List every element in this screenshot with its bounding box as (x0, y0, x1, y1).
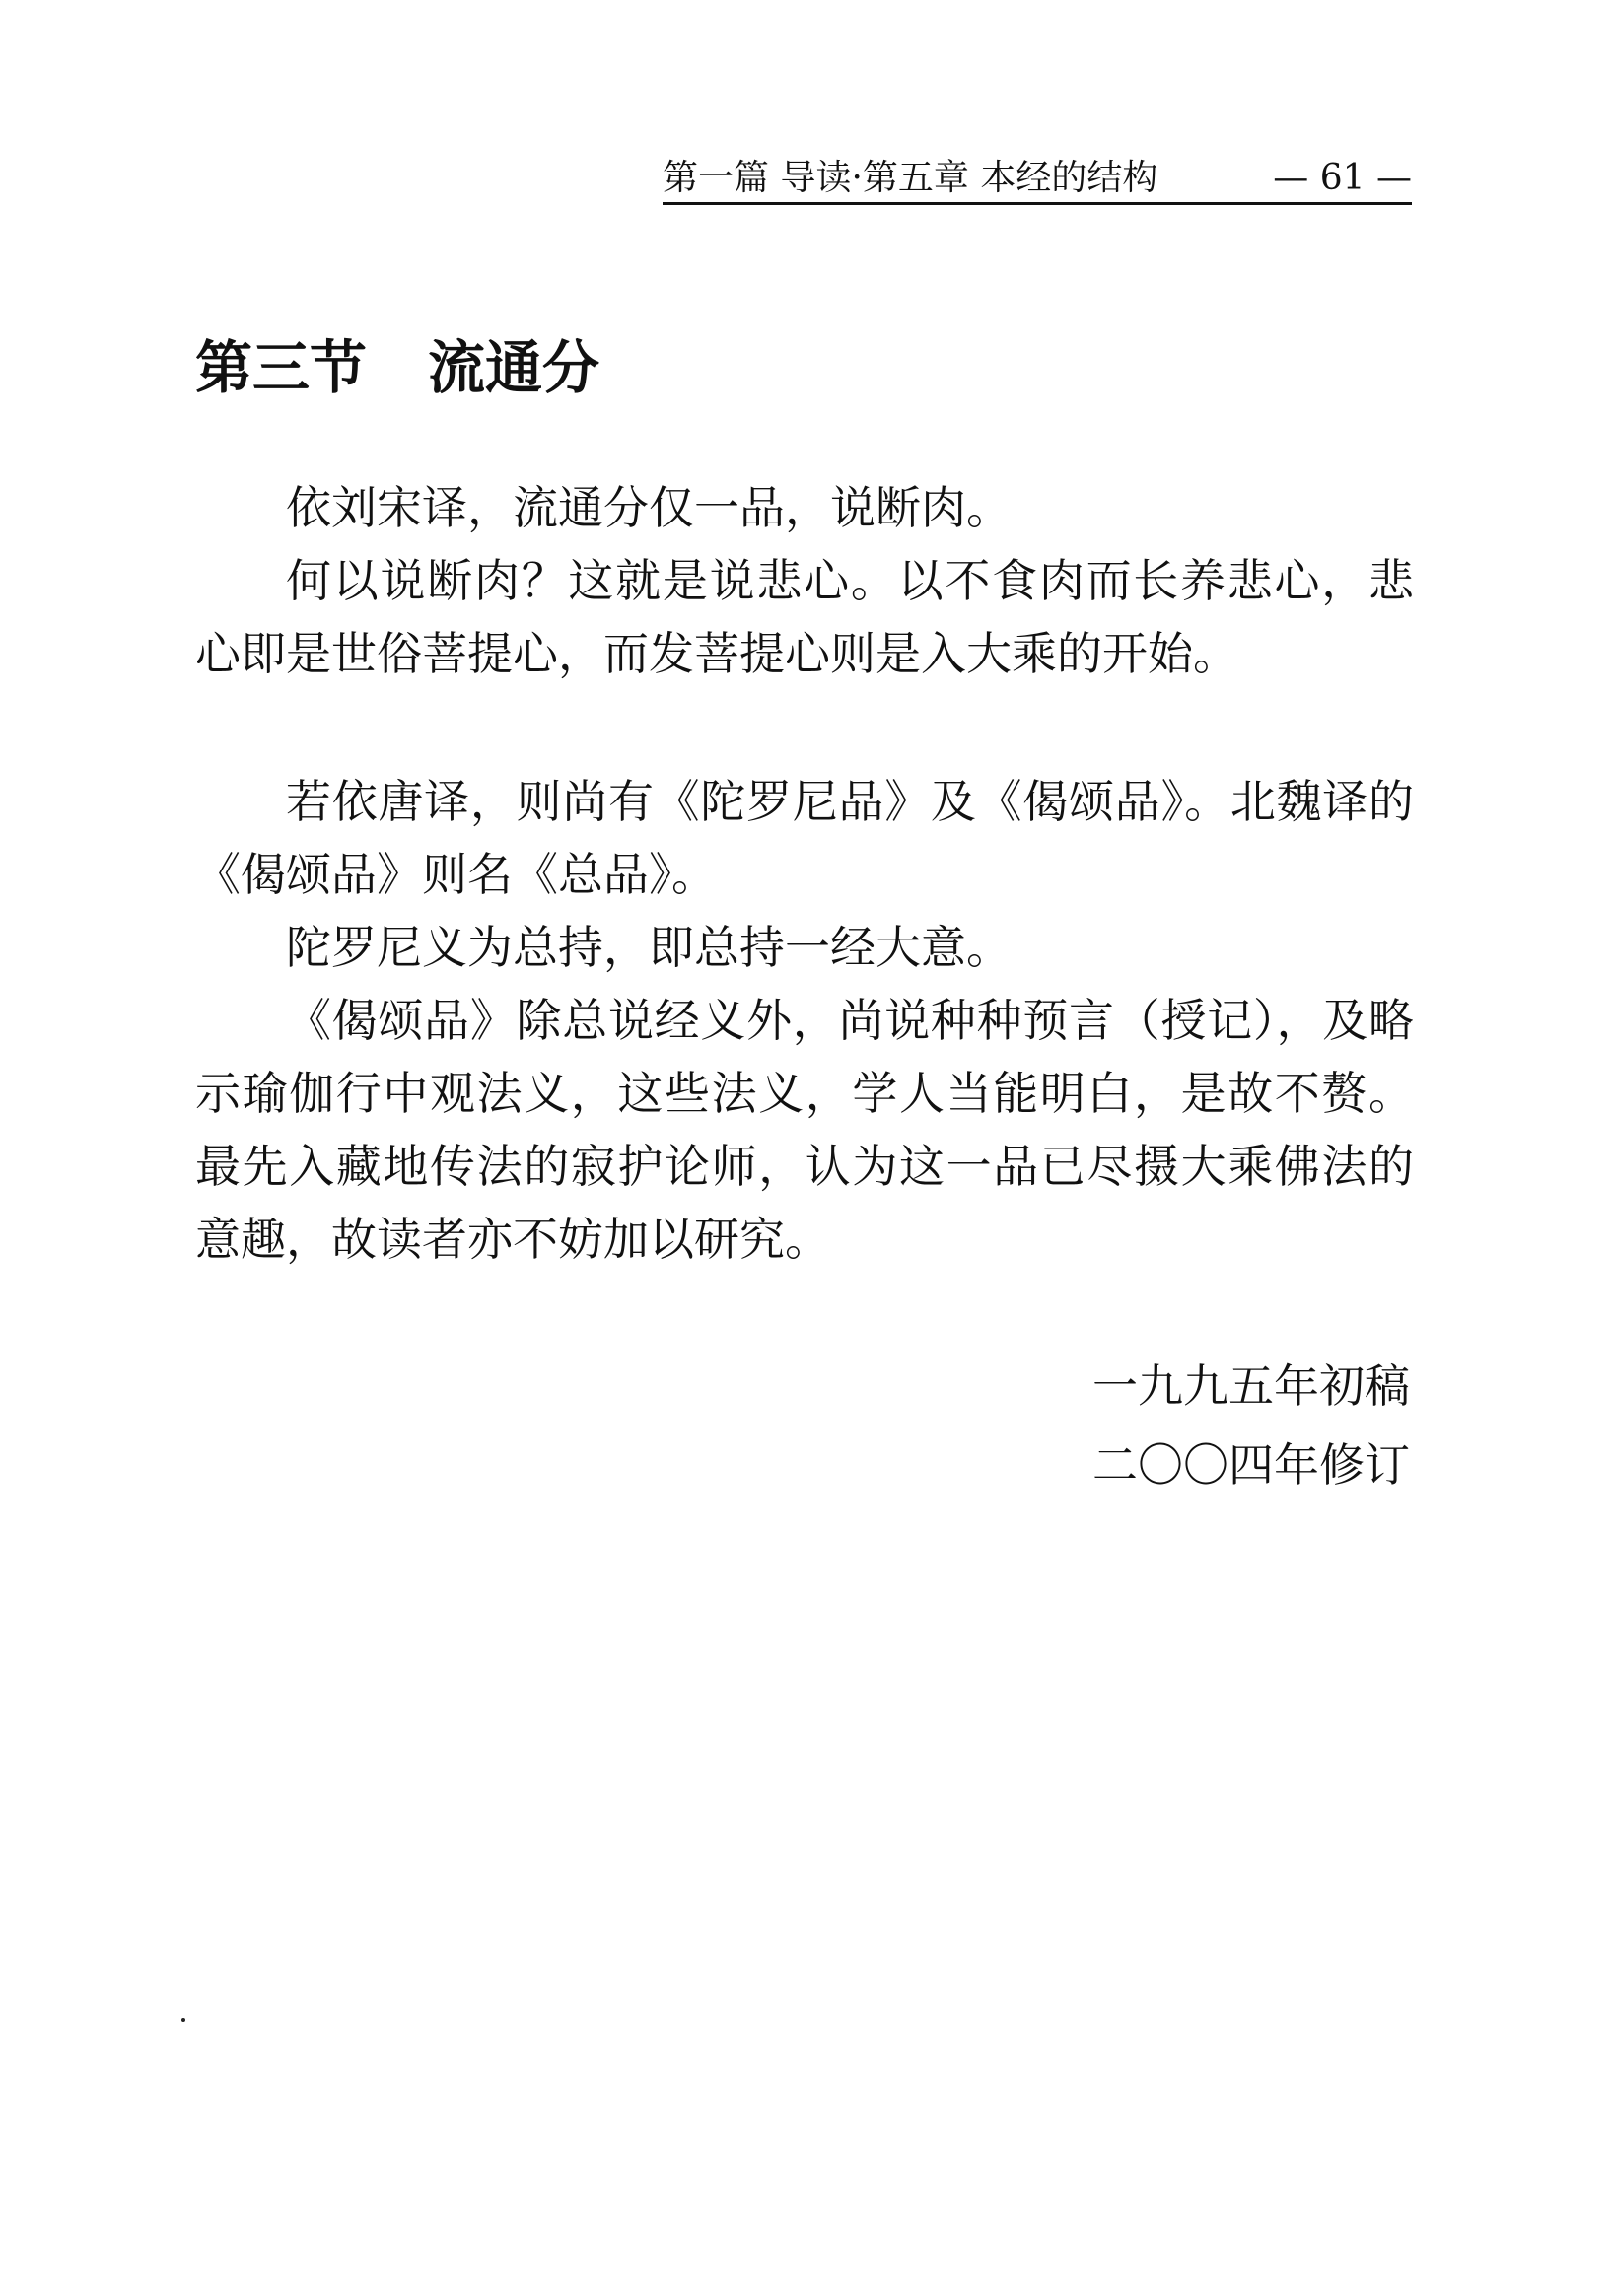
section-number: 第三节 (195, 334, 368, 401)
page-number: — 61 — (1273, 158, 1412, 198)
scan-speck (181, 2018, 185, 2022)
paragraph: 《偈颂品》除总说经义外，尚说种种预言（授记），及略示瑜伽行中观法义，这些法义，学人当能明白，是故不赘。最先入藏地传法的寂护论师，认为这一品已尽摄大乘佛法的意趣，故读者亦不妨加以研究。 (195, 994, 1414, 1266)
paragraph: 陀罗尼义为总持，即总持一经大意。 (286, 921, 1012, 974)
section-heading (195, 333, 599, 402)
body-text (195, 471, 1414, 1276)
paragraph: 依刘宋译，流通分仅一品，说断肉。 (286, 481, 1012, 534)
section-title: 流通分 (428, 334, 600, 401)
header-title: 第一篇 导读·第五章 本经的结构 (663, 158, 1158, 198)
paragraph-gap (195, 690, 1414, 765)
draft-date: 一九九五年初稿 (1092, 1359, 1410, 1413)
paragraph: 何以说断肉？这就是说悲心。以不食肉而长养悲心，悲心即是世俗菩提心，而发菩提心则是入大乘的开始。 (195, 554, 1414, 680)
revision-date: 二〇〇四年修订 (1092, 1438, 1410, 1492)
signature-block (1092, 1347, 1410, 1504)
header-rule (663, 202, 1412, 205)
running-header (663, 156, 1412, 201)
paragraph: 若依唐译，则尚有《陀罗尼品》及《偈颂品》。北魏译的《偈颂品》则名《总品》。 (195, 775, 1414, 901)
